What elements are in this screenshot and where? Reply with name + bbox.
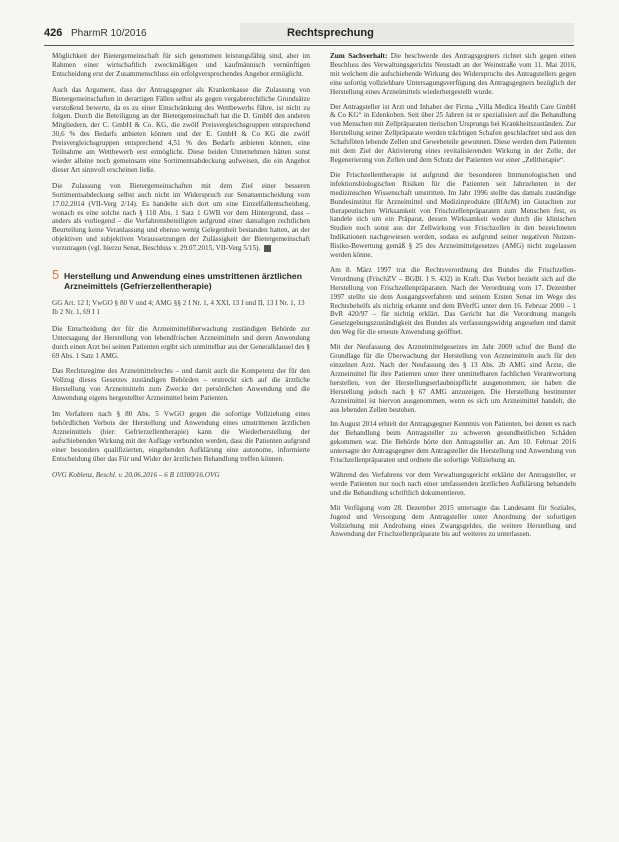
right-paragraph-5: Im August 2014 erhielt der Antragsgegner Kenntnis von Patienten, bei denen es nach der Behandlung beim Antragsteller zu schweren gesundheitlichen Schäden gekommen war. Die Behörde hörte den Antragsteller an. Am 10. Februar 2016 untersagte der Antragsgegner dem Antragsteller die Herstellung und Anwendung von Frischzellenpräparaten und ordnete die sofortige Vollziehung an.: [330, 420, 576, 465]
facts-label: Zum Sachverhalt:: [330, 52, 388, 60]
decision-source: OVG Koblenz, Beschl. v. 20.06.2016 – 6 B 10300/16.OVG: [52, 470, 220, 479]
article-heading: [52, 267, 310, 292]
left-paragraph-1: Möglichkeit der Bietergemeinschaft für sich genommen leistungsfähig sind, aber im Rahmen einer wirtschaftlich zweckmäßigen und kaufmännisch vernünftigen Entscheidung erst der Zusammenschluss ein erfolgversprechendes Angebot ermöglicht.: [52, 52, 310, 78]
guiding-principle-1: Die Entscheidung der für die Arzneimittelüberwachung zuständigen Behörde zur Untersagung der Herstellung von lebendfrischen Arzneimitteln und deren Anwendung durch einen Arzt bei seinen Patienten ergibt sich unmittelbar aus der Generalklausel des § 69 Abs. 1 Satz 1 AMG.: [52, 324, 310, 360]
left-paragraph-3: [52, 182, 310, 253]
page-number: 426: [44, 27, 63, 39]
facts-paragraph: [330, 52, 576, 97]
journal-title: PharmR 10/2016: [71, 28, 147, 39]
header-rule: [44, 45, 574, 46]
article-heading-text: Herstellung und Anwendung eines umstrittenen ärztlichen Arzneimittels (Gefrierzellentherapie): [64, 271, 302, 292]
left-column: [52, 52, 310, 479]
facts-text: Die beschwerde des Antragsgegners richtet sich gegen einen Beschluss des Verwaltungsgerichts Neustadt an der Weinstraße vom 11. Mai 2016, mit welchem die aufschiebende Wirkung des Widerspruchs des Antragstellers gegen eine sofortig vollziehbare Untersagungsverfügung des Antragsgegners bezüglich der Herstellung eines Arzneimittels wiederhergestellt wurde.: [330, 52, 577, 96]
right-paragraph-7: Mit Verfügung vom 28. Dezember 2015 untersagte das Landesamt für Soziales, Jugend und Versorgung dem Antragsteller unter Anordnung der sofortigen Vollziehung mit Androhung eines Zwangsgeldes, die weitere Herstellung und Anwendung der Frischzellenpräparate bis auf weiteres zu unterlassen.: [330, 503, 576, 539]
right-column: [330, 52, 576, 545]
left-paragraph-3-text: Die Zulassung von Bietergemeinschaften mit dem Ziel einer besseren Sortimentsabdeckung selbst auch nicht im Widerspruch zur Senatsentscheidung vom 17.02.2014 (VII-Verg 2/14). Es handelte sich dort um eine Einzelfallentscheidung, wonach es eine solche nach § 118 Abs. 1 Satz 1 GWB vor dem Hintergrund, dass – anders als vorliegend – die Verfahrensbeteiligten aufgrund einer damaligen rechtlichen Beurteilung keine Veranlassung und ebenso wenig Gelegenheit bestanden hatten, an der objektiven und subjektiven Voraussetzungen der Zulässigkeit der Bietergemeinschaft vorzutragen (vgl. hierzu Senat, Beschluss v. 29.07.2015, VII-Verg 5/15).: [52, 181, 310, 253]
right-paragraph-4: Mit der Neufassung des Arzneimittelgesetzes im Jahr 2009 schuf der Bund die Grundlage für die Überwachung der Herstellung von Arzneimitteln auch für den einzelnen Arzt. Nach der Neufassung des § 13 Abs. 2b AMG sind Ärzte, die Arzneimittel für ihre Patienten unter ihrer unmittelbaren fachlichen Verantwortung herstellen, von der Herstellungserlaubnispflicht ausgenommen; sie haben die Herstellung jedoch nach § 67 AMG anzuzeigen. Die Herstellung bestimmter Arzneimittel ist hiervon ausgenommen, wenn es sich um Arzneimittel handelt, die aus lebenden Zellen bestehen.: [330, 343, 576, 414]
left-paragraph-2: Auch das Argument, dass der Antragsgegner als Krankenkasse die Zulassung von Bietergemeinschaften in derartigen Fällen selbst als gegen vergaberechtliche Grundsätze verstoßend bewerte, da es zu einer Einschränkung des Wettbewerbs führe, ist nicht zu folgen. Durch die Beteiligung an der Bietergemeinschaft hat die D. GmbH den anderen Mitgliedern, der C. GmbH & Co. KG, die zwölf Preisvergleichsgruppen entsprechend 30,6 % des Bedarfs anbieten können und der E. GmbH & Co KG die zwölf Preisvergleichsgruppen entsprechend 4,51 % des Bedarfs anbieten können, eine Teilnahme am Wettbewerb erst ermöglicht. Diese beiden Unternehmen hätten sonst wieder alleine noch gemeinsam eine Sortimentsabdeckung aufweisen, die ein Angebot dieser Art sinnvoll erscheinen ließe.: [52, 85, 310, 174]
right-paragraph-1: Der Antragsteller ist Arzt und Inhaber der Firma „Villa Medica Health Care GmbH & Co KG“ in Edenkoben. Seit über 25 Jahren ist er spezialisiert auf die Behandlung von Menschen mit Zellpräparaten tierischen Ursprungs bei Krankheitszuständen. Zur Herstellung seiner Zellpräparate werden trächtigen Schafen geschlachtet und aus den Schafsföten lebende Zellen und Gewebeteile gewonnen. Diese werden dem Patienten mit dem Ziel der Aktivierung eines revitalisierenden Wirkung in der Zelle, der Regenerierung von Zellen und dem Schutz der Patienten vor einer „Zelltherapie“.: [330, 102, 576, 164]
right-paragraph-3: Am 8. März 1997 trat die Rechtsverordnung des Bundes die Frischzellen-Verordnung (FrischZV – BGBl. I S. 432) in Kraft. Das Verbot bezieht sich auf die Herstellung von Frischzellenpräparaten. Nach der Verordnung vom 17. Dezember 1997 stellte sie dem Ausgangsverfahren und seinem Ersten Senat im Wege des Rechtsbehelfs als nichtig erkannt und dem BVerfG unter dem 16. Februar 2000 – 1 BvR 420/97 – für nichtig erklärt. Das Gericht hat die Verordnung mangels Gesetzgebungszuständigkeit des Bundes als verfassungswidrig angesehen und damit den Weg für die erneute Anwendung geöffnet.: [330, 265, 576, 337]
page-header: [0, 0, 619, 46]
right-paragraph-6: Während des Verfahrens vor dem Verwaltungsgericht erklärte der Antragsteller, er werde Patienten nur noch nach einer umfassenden ärztlichen Aufklärung behandeln und die Behandlung schriftlich dokumentieren.: [330, 470, 576, 497]
article-number: 5: [52, 267, 60, 283]
right-paragraph-2: Die Frischzellentherapie ist aufgrund der besonderen Immunologischen und infektionsbiologischen Risiken für die Patienten seit Jahrzehnten in der medizinischen Wissenschaft umstritten. Im Jahr 1996 stellte das damals zuständige Bundesinstitut für Arzneimittel und Medizinprodukte (BfArM) im Gutachten zur therapeutischen Wirksamkeit von Frischzellenpräparaten zum Menschen fest, es handele sich um ein Präparat, dessen Wirksamkeit weder durch die klinischen Studien noch sonst aus der Zellwirkung von Frischzellen in den bezeichneten Indikationen nachgewiesen werden, sodass es aufgrund seiner negativen Nutzen-Risiko-Bewertung gemäß § 25 des Arzneimittelgesetzes (AMG) nicht zugelassen werden könne.: [330, 170, 576, 260]
end-of-article-mark: [264, 245, 271, 252]
guiding-principle-2: Das Rechtsregime des Arzneimittelrechts – und damit auch die Kompetenz der für den Vollzug dieses Gesetzes zuständigen Behörden – erstreckt sich auf die ärztliche Herstellung von Arzneimitteln zum Zwecke der persönlichen Anwendung und die Anwendung eigens hergestellter Arzneimittel beim Patienten.: [52, 367, 310, 403]
section-title: Rechtsprechung: [287, 27, 374, 39]
guiding-principle-3: Im Verfahren nach § 80 Abs. 5 VwGO gegen die sofortige Vollziehung eines behördlichen Verbots der Herstellung und Anwendung eines umstrittenen ärztlichen Arzneimittels (hier: Gefrierzellentherapie) kann die Wiederherstellung der aufschiebenden Wirkung mit der Auflage verbunden werden, dass die Patienten aufgrund einer besonders qualifizierten, eingehenden Aufklärung eine autonome, informierte Entscheidung über das Für und Wider der ärztlichen Behandlung treffen können.: [52, 410, 310, 463]
norms-line: GG Art. 12 I; VwGO § 80 V und 4; AMG §§ 2 I Nr. 1, 4 XXI, 13 I und II, 13 I Nr. 1, 13 Ib 2 Nr. 1, 69 I 1: [52, 299, 305, 316]
